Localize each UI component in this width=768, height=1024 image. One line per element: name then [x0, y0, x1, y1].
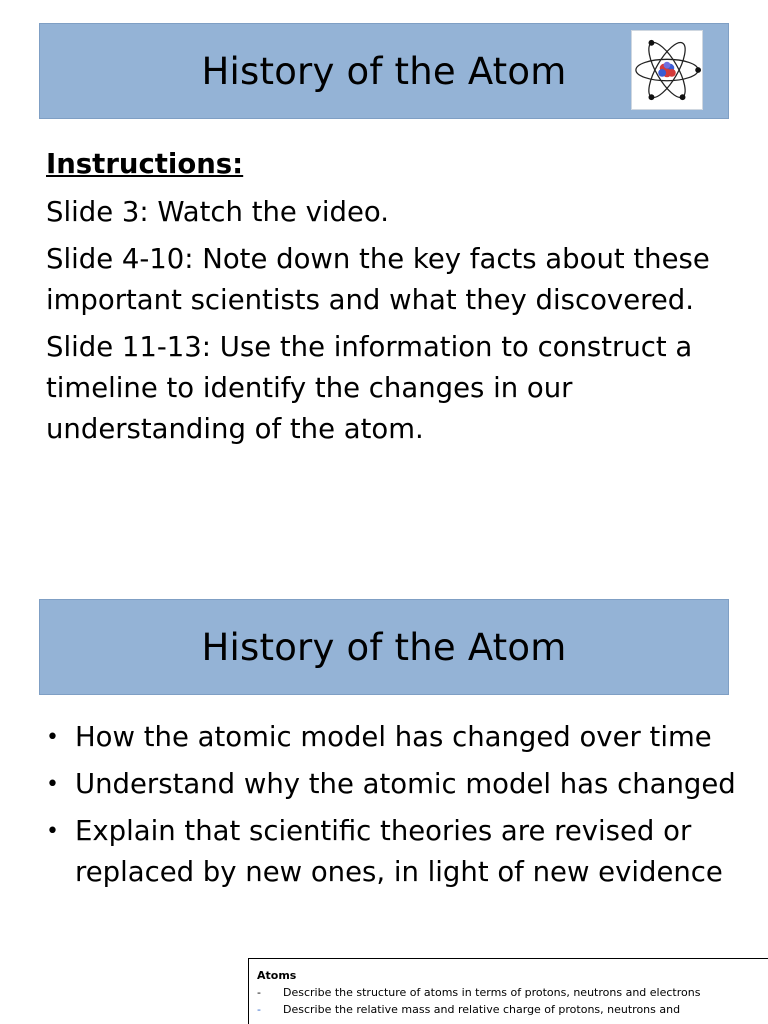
instruction-item: Slide 4-10: Note down the key facts about these important scientists and what they discovered. [46, 243, 710, 316]
list-item [46, 764, 736, 805]
instruction-item: Slide 11-13: Use the information to construct a timeline to identify the changes in our understanding of the atom. [46, 331, 693, 445]
bullet-icon: • [46, 725, 59, 750]
instructions-block [46, 144, 736, 456]
slide1-title: History of the Atom [201, 49, 567, 93]
list-item [46, 811, 736, 893]
instruction-item: Slide 3: Watch the video. [46, 196, 389, 228]
spec-item-text: Describe the structure of atoms in terms of protons, neutrons and electrons [283, 986, 701, 999]
dash-icon: - [257, 986, 261, 999]
slide2-title: History of the Atom [201, 625, 567, 669]
spec-item [257, 984, 768, 1001]
bullet-text: Understand why the atomic model has changed [75, 768, 736, 800]
bullet-text: How the atomic model has changed over time [75, 721, 712, 753]
list-item [46, 717, 736, 758]
spec-box [248, 958, 768, 1024]
dash-icon: - [257, 1003, 261, 1016]
atom-icon [631, 30, 703, 110]
slide2-title-bar [39, 599, 729, 695]
bullet-icon: • [46, 819, 59, 844]
bullet-text: Explain that scientific theories are revised or replaced by new ones, in light of new evidence [75, 815, 723, 888]
slide1-title-bar [39, 23, 729, 119]
spec-item [257, 1001, 768, 1018]
bullet-icon: • [46, 772, 59, 797]
spec-item-text: Describe the relative mass and relative charge of protons, neutrons and [283, 1003, 681, 1016]
spec-title: Atoms [257, 969, 297, 982]
instructions-heading: Instructions: [46, 148, 244, 180]
objectives-list [46, 717, 736, 899]
